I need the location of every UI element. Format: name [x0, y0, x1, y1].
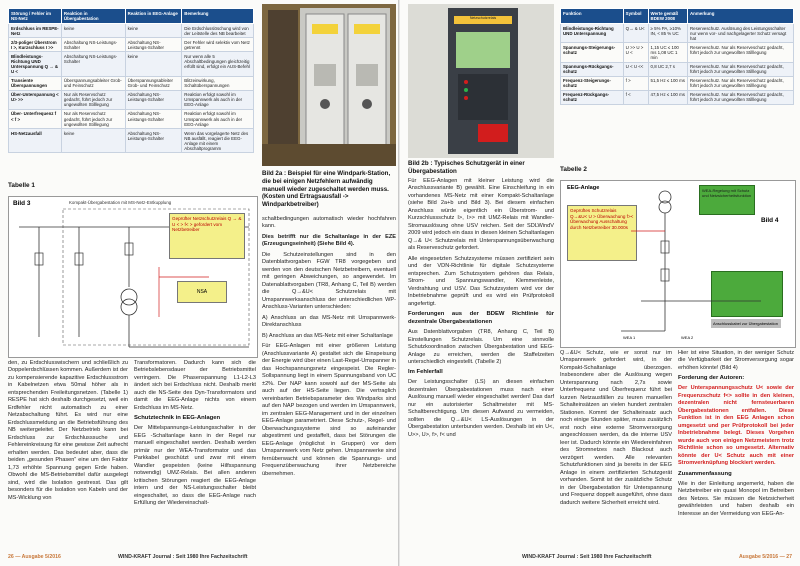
table-cell: Reaktion erfolgt sowohl im Umspannwerk als auch in der EEG-Anlage [182, 90, 254, 109]
mid-para-5: B) Anschluss an das MS-Netz mit einer Schaltanlage [262, 332, 393, 339]
bild-4-title: EEG-Anlage [567, 185, 600, 191]
table-header-row [561, 9, 794, 24]
table-row [561, 43, 794, 62]
table-cell: Über- Unterfrequenz f < f > [9, 109, 62, 128]
table-cell: Erdschluss im RESPE-Netz [9, 24, 62, 38]
table-cell: Spannungs-Rückgangs-schutz [561, 62, 624, 76]
bild-3-title: Kompakt-Übergabestation mit MS-Netz-Entkupplung [69, 200, 172, 205]
table-cell: ≥ 5% PA, ≥10% IN, < 85 % UC [648, 24, 687, 43]
bild-4-relay-box: Geprüftes Schutzrelais Q→&U< U > Überwachung f>< Überwachung Ausschaltung durch Netzbetreiber 30.000s [567, 205, 637, 261]
table-cell: f < [623, 90, 648, 104]
table-2 [560, 8, 794, 105]
right-page [400, 0, 800, 566]
table-cell: 0,8 UC 2,7 s [648, 62, 687, 76]
table-row [9, 90, 254, 109]
windpark-station-photo [262, 4, 396, 166]
bild-3-label: Bild 3 [13, 200, 31, 207]
table-cell: Reserveschutz. Nur als Reserveschutz gedacht, führt jedoch zur ungewollten Stilllegung [688, 62, 794, 76]
bild-2b-caption: Bild 2b : Typisches Schutzgerät in einer Übergabestation [408, 160, 525, 175]
right-heading-fault: Im Fehlerfall [408, 369, 443, 376]
table-cell: Spannungs-Steigerungs-schutz [561, 43, 624, 62]
table-cell: Die Erdschlusslöschung wird von der Leitstelle des NB bearbeitet [182, 24, 254, 38]
table-header-cell: Symbol [623, 9, 648, 24]
bild-4-cable-label: Anschlusskabel zur Übergabestation [711, 319, 781, 328]
mid-para-6: Für EEG-Anlagen mit einer größeren Leistung (Anschlussvariante A) gestaltet sich die Einspeisung der Energie wird über einen Last-Regel-Umspanner in das Hochspannungsnetz eingespeist. Die Regler-Sollspannung liegt in einem Spannungsband von UC ±2%. Der NAP kann sowohl auf der MS-Seite als auch auf der HS-Seite liegen. Die vertraglich vereinbarten Betriebsparameter des Windparks sind auf den NAP bezogen und werden im Umspannwerk, im zentralen EEG-Management und in der einzelnen EEG-Anlage parametriert. Diese Schutz-, Regel- und Überwachungssysteme sind so aufeinander abgestimmt und gestaffelt, dass bei Störungen die EEG-Anlage (möglichst in Gruppen) vor dem Umspannwerk vom Netz gehen. Umspannwerke sind fernüberwacht und können die Spannungs- und Frequenzüberwachung ihrer Netzbereiche übernehmen. [262, 343, 397, 477]
table-cell: Reserveschutz. Auslösung des Leistungsschalter nur wenn vor- und nachgelagerter Schutz versagt hat [688, 24, 794, 43]
left-col-2-heading: Schutztechnik in EEG-Anlagen [134, 415, 221, 422]
table-cell: Abschaltung NS-Leistungs-Schalter [61, 52, 125, 76]
right-col-1-para-3: Aus Datenblattvorgaben (TR8, Anhang C, Teil B) Einstellungen Schutzrelais. Um eine sinnvolle Schutzkoordination zwischen Übergabestation und EEG-Anlage zu erreichen, werden die Staffelzeiten unterschiedlich eingestellt. (Tabelle 2) [408, 329, 554, 365]
right-col-1-para-4: Der Leistungsschalter (LS) an diesen einfachen dezentralen Übergabestationen muss nach einer Auslösung manuell wieder eingeschaltet werden! Das darf nur ein autorisierter Schaltmeister mit MS-Schaltberechtigung. Um diesen Aufwand zu vermeiden, sollten die Q→&U< LS-Auslösungen in der Übergabestation unterbunden werden. Deshalb ist ein U<, U>>, U>, f>, f< und [408, 379, 554, 438]
table-2-caption: Tabelle 2 [560, 166, 587, 173]
table-cell: 2/3-poliger Überstrom I >, Kurzschluss I >> [9, 38, 62, 52]
bild-3-protection-box: Geprüfter Netzschutzrelais Q → & U < > f< > gefordert vom Netzbetreiber [169, 213, 245, 259]
table-header-cell: Bemerkung [182, 9, 254, 24]
footer-right-magazine: WIND-KRAFT Journal : Seit 1980 Ihre Fachzeitschrift [522, 554, 652, 560]
table-cell: Wenn das vorgelagerte Netz des NB ausfällt, reagiert die EEG-Anlage mit einem Abschaltprogramm [182, 129, 254, 153]
table-cell: Reserveschutz. Nur als Reserveschutz gedacht, führt jedoch zur ungewollten Stilllegung [688, 43, 794, 62]
table-cell: keine [125, 24, 182, 38]
table-row [9, 109, 254, 128]
table-header-cell: Werte gemäß BDEW 2008 [648, 9, 687, 24]
table-cell: 47,5 Hz ≤ 100 ms [648, 90, 687, 104]
right-col-2-text: Q→&U< Schutz, wie er sonst nur im Umspannwerk gefordert wird, in der Kompakt-Schaltanlage überzogen. Insbesondere aber die Auslösung wegen Unterspannung nach 2,7s sowie Unterfrequenz und Überfrequenz führt bei kurzen Netzausfällen zu teuren manuellen Schalteinsätzen an vielen hundert zentralen Stationen. Kommt der Schalteinsatz auch noch einige Stunden später, muss zusätzlich erst noch eine externe Stromversorgung angeschlossen werden, da die interne USV leer ist. Dadurch könnte ein Wiedereinfahren des Stromnetzes nach Blackout auch verzögert werden. Alle relevanten Schutzfunktionen sind ja bereits in der EEG Anlage in einem zertifizierten Schutzgerät vorhanden. Somit ist der zusätzliche Schutz in der Übergabestation für Unterspannung und Frequenz doppelt ausgeführt, ohne dass dadurch weitere Sicherheit erreicht wird. [560, 350, 672, 506]
right-col-3-demand: Der Unterspannungsschutz U< sowie der Frequenzschutz f<> sollte in den kleinen, dezentralen nicht fernsteuerbaren Übergabestationen entfallen. Diese Funktion ist in den EEG Anlagen schon umgesetzt und per Prüfprotokoll bei jeder Inbetriebnahme belegt. Dieses Vorgehen wurde auch von einigen Netzmeistern trotz Richtlinie schon so umgesetzt. Alternativ könnte der U< Schutz auch mit einer Stromverknüpfung blockiert werden. [678, 385, 794, 467]
protection-device-photo [408, 4, 554, 158]
bild-4-wea-control: WEA-Regelung mit Schutz und Netzsicherheitsfunktion [699, 185, 755, 215]
table-row [9, 24, 254, 38]
left-col-2-para: Transformatoren. Dadurch kann sich die Betriebslebensdauer der Betriebsmittel verringern. Die Phasenspannung L1-L2-L3 ändert sich bei Erdschluss nicht. Deshalb merkt auch die NS-Seite des Dyn-Transformators und damit die EEG-Anlage nichts von einem Erdschluss im MS-Netz. [134, 360, 256, 411]
device-label: Netzschutzrelais [469, 16, 497, 20]
left-col-2 [134, 360, 256, 511]
table-header-cell: Störung / Fehler im NS-Netz [9, 9, 62, 24]
table-row [561, 90, 794, 104]
bild-2a-caption: Bild 2a : Beispiel für eine Windpark-Station, die bei einigen Netzfehlern aufwändig manuell wieder zugeschaltet werden muss. (Kosten und Ertragsausfall -> Windparkbetreiber) [262, 170, 391, 208]
table-1-caption: Tabelle 1 [8, 182, 35, 189]
mid-para-1: schaltbedingungen automatisch wieder hochfahren kann. [262, 216, 396, 230]
station-photo-illustration [262, 4, 396, 166]
table-header-row [9, 9, 254, 24]
table-cell: f > [623, 76, 648, 90]
mid-para-2: Dies betrifft nur die Schaltanlage in der EZE (Erzeugungseinheit) (Siehe Bild 4). [262, 233, 396, 248]
footer-left-page: 26 — Ausgabe 5/2016 [8, 554, 61, 560]
table-cell: Reaktion erfolgt sowohl im Umspannwerk als auch in der EEG-Anlage [182, 109, 254, 128]
table-row [561, 76, 794, 90]
table-cell: Abschaltung NS-Leistungs-Schalter [125, 38, 182, 52]
right-col-1 [408, 178, 554, 442]
bild-4-label: Bild 4 [761, 217, 779, 224]
table-cell: Der Fehler wird selektiv vom Netz getrennt [182, 38, 254, 52]
table-cell: U < U << [623, 62, 648, 76]
left-col-1-text: den, zu Erdschlusswischern und schließlich zu Doppelerdschlüssen kommen. Außerdem ist der zu kompensierende kapazitive Erdschlussstrom in Kabelnetzen etwa 50mal höher als in entsprechenden Freileitungsnetzen. (Tabelle 1) RESPE hat sich deshalb durchgesetzt, weil ein Erdfehler nicht automatisch zu einer Netzabschaltung führt. Es wird nur eine Erdschlussmeldung an die Betriebsführung des NB weitergeleitet. Der Netzbetrieb kann bei Erdschluss zur Erdschlusssuche und Fehlereinkreisung für eine gewisse Zeit aufrecht erhalten werden. Das bedeutet aber, dass die beiden „gesunden Phasen“ eine um den Faktor 1,73 erhöhte Spannung gegen Erde haben. Obwohl die MS-Betriebsmittel dafür ausgelegt sind, wird die Isolation gestresst. Das gilt besonders für die Isolation von Kabeln und der MS-Wicklung von [8, 360, 128, 501]
table-cell: Über-Unterspannung < U> >> [9, 90, 62, 109]
table-cell: Frequenz-Steigerungs-schutz [561, 76, 624, 90]
table-1 [8, 8, 254, 153]
table-row [9, 76, 254, 90]
table-cell: Q→ & U< [623, 24, 648, 43]
bild-3-nsa-box: NSA [177, 281, 227, 303]
table-cell: Abschaltung NS-Leistungs-Schalter [61, 38, 125, 52]
left-col-2-para-b: Der Mittelspannungs-Leistungsschalter in der EEG -Schaltanlage kann in der Regel nur manuell eingeschaltet werden. Deshalb werden primär nur der WEA-Transformator und das Parkkabel geschützt und zwar mit einem Wandler gespeisten (keine Hilfsspannung notwendig) UMZ-Relais. Bei allen anderen kritischen Störungen reagiert die EEG-Anlage intern und der NS-Leistungsschalter bleibt eingeschaltet, so dass die EEG-Anlage nach Erfüllung der Wiedereinschalt- [134, 425, 256, 507]
table-cell: keine [61, 24, 125, 38]
table-cell: Blindleistungs-Richtung UND Unterspannung Q → & U < [9, 52, 62, 76]
right-heading-authors: Forderung der Autoren: [678, 375, 745, 382]
table-cell: Nur als Reservschutz gedacht, führt jedoch zur ungewollten Stilllegung [61, 109, 125, 128]
footer-right-page: Ausgabe 5/2016 — 27 [738, 554, 792, 560]
right-col-3-para-1: Hier ist eine Situation, in der weniger Schutz die Verfügbarkeit der Stromversorgung sogar erhöhen könnte! (Bild 4) [678, 350, 794, 371]
table-cell: HS-Netzausfall [9, 129, 62, 153]
table-cell: Blindleistungs-Richtung UND Unterspannung [561, 24, 624, 43]
table-cell: Überspannungsableiter Grob- und Feinschutz [125, 76, 182, 90]
right-heading-bdew: Forderungen aus der BDEW Richtlinie für dezentrale Übergabestationen [408, 311, 554, 326]
table-header-cell: Reaktion in EEG-Anlage [125, 9, 182, 24]
mid-para-4: A) Anschluss an das MS-Netz mit Umspannwerk-Direktanschluss [262, 314, 396, 329]
table-row [561, 24, 794, 43]
right-col-1-para-1: Für EEG-Anlagen mit kleiner Leistung wird die Anschlussvariante B) gewählt. Eine Einschleifung in ein vorhandenes MS-Netz mit einer Kompakt-Schaltanlage (siehe Bild 2a+b und Bild 3). Bei diesem einfachen Anschluss würde eigentlich ein Überstrom- und Kurzschlussschutz I>, I>> mit UMZ-Relais mit Wandler-Stromauslösung ohne USV reichen. Seit der SDLWindV 2009 wird jedoch ein dass in diesen kleinen Schaltanlagen Q→& U< Schutzrelais mit Unterspannungsüberwachung als Reserveschutz gefordert. [408, 178, 554, 252]
bild-3-diagram [8, 196, 258, 358]
mid-para-3: Die Schutzeinstellungen sind in den Datenblattvorgaben FGW TR8 vorgegeben und werden von den deutschen Netzbetreibern, eventuell mit geringen Abweichungen, so angewendet. Im Datenablattvorgaben (TR8, Anhang C, Teil B) werden die Q→&U< Schutzrelais mit Umspannwerksanschluss der unterschiedlichen WP-Anschluss-Varianten unterschieden: [262, 251, 396, 311]
table-cell: U >> U > U < [623, 43, 648, 62]
table-cell: Abschaltung NS-Leistungs-Schalter [125, 129, 182, 153]
table-cell: keine [125, 52, 182, 76]
table-header-cell: Anmerkung [688, 9, 794, 24]
table-cell: 1,15 UC ≤ 100 ms 1,08 UC 1 min [648, 43, 687, 62]
footer-left-magazine: WIND-KRAFT Journal : Seit 1980 Ihre Fachzeitschrift [118, 554, 248, 560]
table-cell: Überspannungsableiter Grob- und Feinschutz [61, 76, 125, 90]
table-cell: keine [61, 129, 125, 153]
table-cell: Nur als Reservschutz gedacht, führt jedoch zur ungewollten Stilllegung [61, 90, 125, 109]
device-illustration [408, 4, 554, 158]
table-row [9, 52, 254, 76]
table-row [9, 38, 254, 52]
table-cell: Abschaltung NS-Leistungs-Schalter [125, 109, 182, 128]
table-cell: Reserveschutz. Nur als Reserveschutz gedacht, führt jedoch zur ungewollten Stilllegung [688, 90, 794, 104]
table-cell: Transiente Überspannungen [9, 76, 62, 90]
table-cell: 51,5 Hz ≤ 100 ms [648, 76, 687, 90]
table-header-cell: Reaktion in Übergabestation [61, 9, 125, 24]
right-col-3 [678, 350, 794, 521]
left-mid-column [262, 216, 396, 481]
table-cell: Abschaltung NS-Leistungs-Schalter [125, 90, 182, 109]
table-row [561, 62, 794, 76]
bild-4-schematic [561, 181, 795, 347]
table-cell: Frequenz-Rückgangs-schutz [561, 90, 624, 104]
bild-4-wea1: WEA 1 [623, 335, 636, 340]
bild-4-diagram [560, 180, 796, 348]
right-col-3-summary: Wie in der Einleitung angemerkt, haben die Netzbetreiber ein quasi Monopol im Betreiben des Netzes. Sie müssen die Netzsicherheit gewährleisten und haben deshalb ein Interesse an der Vermeidung von EEG-An- [678, 480, 794, 517]
right-heading-summary: Zusammenfassung [678, 470, 732, 477]
table-row [9, 129, 254, 153]
table-cell: Nur wenn alle 5 Abschaltbedingungen gleichzeitig erfüllt sind, erfolgt ein AUS-Befehl [182, 52, 254, 76]
right-col-1-para-2: Alle eingesetzten Schutzsysteme müssen zertifiziert sein und der VDN-Richtlinie für digitale Schutzsysteme entsprechen. Zum Schutzsystem gehören das Relais, Strom- und Spannungswandler, Klemmenleiste, Verdrahtung und USV. Das Schutzsystem wird vor der Inbetriebnahme geprüft und es wird ein Prüfprotokoll angefertigt. [408, 255, 554, 307]
bild-4-wea2: WEA 2 [681, 335, 694, 340]
table-cell: Blitzeinwirkung, Schaltüberspannungen [182, 76, 254, 90]
table-header-cell: Funktion [561, 9, 624, 24]
table-cell: Reserveschutz. Nur als Reserveschutz gedacht, führt jedoch zur ungewollten Stilllegung [688, 76, 794, 90]
